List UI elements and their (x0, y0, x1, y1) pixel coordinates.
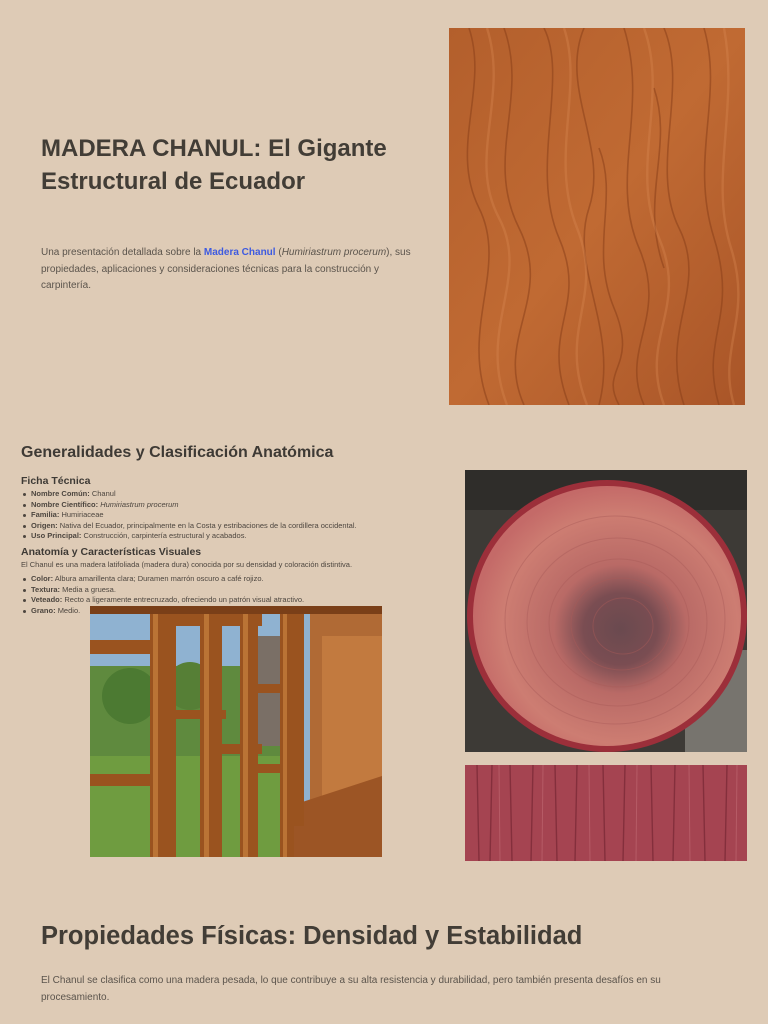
wood-grain-image (449, 28, 745, 405)
ficha-tecnica-list (21, 489, 357, 542)
list-item: Grano: Medio. (21, 606, 304, 617)
hero-desc-text: Una presentación detallada sobre la (41, 247, 204, 258)
list-item: Textura: Media a gruesa. (21, 585, 304, 596)
section-title-propiedades: Propiedades Físicas: Densidad y Estabilidad (41, 922, 583, 950)
hero-description (41, 245, 431, 295)
hero-desc-paren: ( (275, 247, 282, 258)
list-item: Nombre Común: Chanul (21, 489, 357, 500)
ficha-tecnica-heading: Ficha Técnica (21, 475, 91, 487)
hero-desc-text-end: ), sus propiedades, aplicaciones y consideraciones técnicas para la construcción y carpintería. (41, 247, 411, 291)
section-title-generalidades: Generalidades y Clasificación Anatómica (21, 444, 334, 461)
scientific-name: Humiriastrum procerum (281, 247, 387, 258)
list-item: Nombre Científico: Humiriastrum procerum (21, 500, 357, 511)
propiedades-description: El Chanul se clasifica como una madera pesada, lo que contribuye a su alta resistencia y durabilidad, pero también presenta desafíos en su procesamiento. (41, 975, 661, 1003)
list-item: Color: Albura amarillenta clara; Duramen marrón oscuro a café rojizo. (21, 574, 304, 585)
anatomia-description: El Chanul es una madera latifoliada (madera dura) conocida por su densidad y coloración distintiva. (21, 560, 353, 569)
anatomia-heading: Anatomía y Características Visuales (21, 546, 202, 558)
list-item: Uso Principal: Construcción, carpintería estructural y acabados. (21, 531, 357, 542)
wooden-interior-photo (90, 606, 382, 857)
list-item: Origen: Nativa del Ecuador, principalmente en la Costa y estribaciones de la cordillera occidental. (21, 521, 357, 532)
madera-chanul-link[interactable]: Madera Chanul (203, 247, 276, 258)
list-item: Familia: Humiriaceae (21, 510, 357, 521)
page-title: MADERA CHANUL: El Gigante Estructural de Ecuador (41, 135, 387, 195)
red-wood-swatch (465, 765, 747, 861)
list-item: Veteado: Recto a ligeramente entrecruzado, ofreciendo un patrón visual atractivo. (21, 595, 304, 606)
trunk-cross-section-photo (465, 470, 747, 752)
